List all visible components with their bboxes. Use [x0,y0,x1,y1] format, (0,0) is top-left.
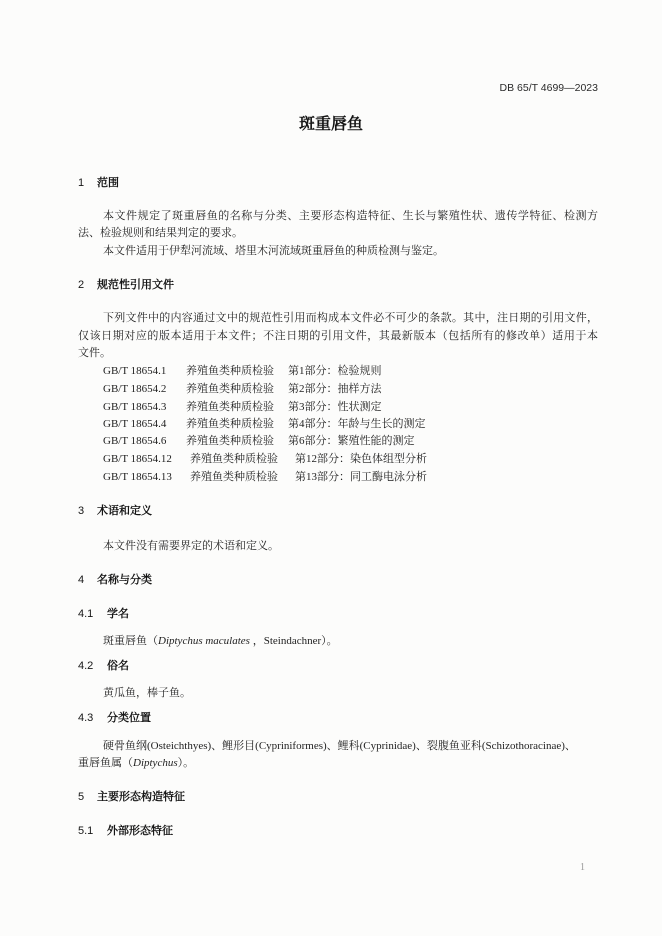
reference-code: GB/T 18654.2 [103,383,167,395]
section-title: 主要形态构造特征 [97,791,185,803]
references-intro-line: 下列文件中的内容通过文中的规范性引用而构成本文件必不可少的条款。其中，注日期的引用文件， [103,312,598,324]
reference-part: 第3部分：性状测定 [288,401,382,413]
document-code: DB 65/T 4699—2023 [499,82,598,94]
reference-part: 第6部分：繁殖性能的测定 [288,435,415,447]
reference-code: GB/T 18654.1 [103,365,167,377]
taxon-subfamily: 、裂腹鱼亚科 [415,740,482,752]
reference-title: 养殖鱼类种质检验 [186,435,274,447]
common-name-paragraph: 黄瓜鱼，棒子鱼。 [103,687,191,699]
taxonomy-line [103,739,576,753]
taxonomy-line [78,756,194,770]
scope-paragraph-line: 本文件规定了斑重唇鱼的名称与分类、主要形态构造特征、生长与繁殖性状、遗传学特征、检测方 [103,210,598,222]
reference-code: GB/T 18654.13 [103,471,172,483]
reference-part: 第2部分：抽样方法 [288,383,382,395]
subsection-title: 学名 [107,608,129,620]
section-2-heading [78,278,174,292]
section-number: 4 [78,574,85,586]
taxon-separator: 、 [564,740,576,752]
reference-part: 第4部分：年龄与生长的测定 [288,418,426,430]
section-number: 2 [78,279,85,291]
subsection-4-3-heading [78,711,151,725]
reference-title: 养殖鱼类种质检验 [186,383,274,395]
reference-part: 第1部分：检验规则 [288,365,382,377]
reference-code: GB/T 18654.12 [103,453,172,465]
reference-title: 养殖鱼类种质检验 [186,401,274,413]
subsection-title: 分类位置 [107,712,151,724]
reference-title: 养殖鱼类种质检验 [190,453,278,465]
scientific-name-prefix: 斑重唇鱼（ [103,635,158,647]
scope-paragraph-line: 法、检验规则和结果判定的要求。 [78,227,243,239]
document-title: 斑重唇鱼 [298,116,363,133]
subsection-number: 5.1 [78,825,94,837]
subsection-4-2-heading [78,659,129,673]
taxon-class-latin: (Osteichthyes) [147,740,212,752]
reference-title: 养殖鱼类种质检验 [186,365,274,377]
subsection-number: 4.3 [78,712,94,724]
section-4-heading [78,573,152,587]
taxon-subfamily-latin: (Schizothoracinae) [481,740,565,752]
section-title: 规范性引用文件 [97,279,174,291]
subsection-number: 4.2 [78,660,94,672]
references-intro-line: 文件。 [78,347,111,359]
taxon-class: 硬骨鱼纲 [103,740,147,752]
section-number: 1 [78,177,85,189]
subsection-number: 4.1 [78,608,94,620]
reference-item [103,470,427,484]
taxon-family-latin: (Cyprinidae) [359,740,416,752]
scientific-name-paragraph [103,634,338,648]
reference-item [103,434,415,448]
taxon-genus-suffix: ）。 [177,757,195,769]
subsection-title: 外部形态特征 [107,825,173,837]
reference-item [103,417,426,431]
reference-item [103,400,382,414]
section-title: 术语和定义 [97,505,152,517]
taxon-order: 、鲤形目 [211,740,256,752]
reference-code: GB/T 18654.6 [103,435,167,447]
reference-title: 养殖鱼类种质检验 [186,418,274,430]
page-number: 1 [580,862,585,873]
species-name: Diptychus maculates [158,635,250,647]
section-number: 5 [78,791,85,803]
subsection-title: 俗名 [107,660,129,672]
subsection-5-1-heading [78,824,173,838]
reference-part: 第12部分：染色体组型分析 [295,453,427,465]
section-1-heading [78,176,119,190]
scope-applicability-paragraph: 本文件适用于伊犁河流域、塔里木河流域斑重唇鱼的种质检测与鉴定。 [103,245,444,257]
taxon-genus-latin: Diptychus [133,757,178,769]
reference-code: GB/T 18654.3 [103,401,167,413]
reference-item [103,382,382,396]
section-5-heading [78,790,185,804]
taxon-family: 、鲤科 [326,740,360,752]
section-title: 名称与分类 [97,574,152,586]
reference-item [103,452,427,466]
subsection-4-1-heading [78,607,129,621]
section-number: 3 [78,505,85,517]
reference-code: GB/T 18654.4 [103,418,167,430]
section-title: 范围 [97,177,119,189]
section-3-heading [78,504,152,518]
taxon-genus: 重唇鱼属（ [78,757,133,769]
taxon-order-latin: (Cypriniformes) [255,740,327,752]
scientific-name-suffix: ，Steindachner）。 [249,635,338,647]
references-intro-line: 仅该日期对应的版本适用于本文件；不注日期的引用文件，其最新版本（包括所有的修改单）适用于本 [78,330,598,342]
reference-item [103,364,382,378]
reference-part: 第13部分：同工酶电泳分析 [295,471,427,483]
reference-title: 养殖鱼类种质检验 [190,471,278,483]
terms-paragraph: 本文件没有需要界定的术语和定义。 [103,540,279,552]
